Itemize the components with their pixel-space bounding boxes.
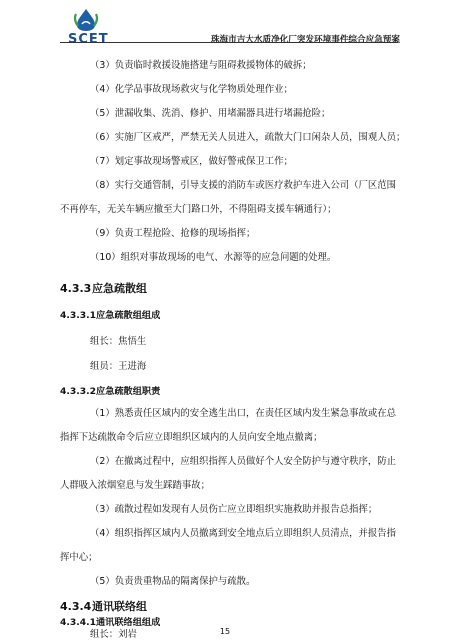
section-number: 4.3.3.2 xyxy=(60,386,97,397)
list-item: （4）组织指挥区域内人员撤离到安全地点后立即组织人员清点，并报告指 xyxy=(90,528,396,539)
list-item: （5）泄漏收集、洗消、修护、用堵漏器具进行堵漏抢险； xyxy=(90,108,331,119)
team-member: 组员：王进海 xyxy=(90,361,147,372)
page-number: 15 xyxy=(219,627,231,636)
list-item-continuation: 人群吸入浓烟窒息与发生踩踏事故； xyxy=(60,480,211,491)
list-item: （10）组织对事故现场的电气、水源等的应急问题的处理。 xyxy=(90,252,337,263)
section-number: 4.3.3 xyxy=(60,282,92,295)
team-leader: 组长：刘岩 xyxy=(90,629,137,640)
list-item: （2）在撤离过程中，应组织指挥人员做好个人安全防护与遵守秩序，防止 xyxy=(90,456,396,467)
section-title: 通讯联络组 xyxy=(92,600,147,613)
header-divider xyxy=(60,42,398,43)
list-item: （3）疏散过程如发现有人员伤亡应立即组织实施救助并报告总指挥； xyxy=(90,504,378,515)
section-title: 应急疏散组 xyxy=(92,282,147,295)
section-title: 应急疏散组组成 xyxy=(96,310,161,321)
section-heading-4-3-3 xyxy=(60,280,147,296)
logo-text: SCET xyxy=(68,32,109,47)
list-item: （9）负责工程抢险、抢修的现场指挥； xyxy=(90,228,256,239)
list-item: （1）熟悉责任区域内的安全逃生出口，在责任区域内发生紧急事故或在总 xyxy=(90,408,396,419)
section-title: 通讯联络组组成 xyxy=(96,617,161,628)
list-item-continuation: 指挥下达疏散命令后应立即组织区域内的人员向安全地点撤离； xyxy=(60,432,323,443)
list-item: （7）划定事故现场警戒区，做好警戒保卫工作； xyxy=(90,156,293,167)
list-item-continuation: 不再停车，无关车辆应撤至大门路口外，不得阻碍支援车辆通行）； xyxy=(60,204,337,215)
section-number: 4.3.3.1 xyxy=(60,310,97,321)
water-drop-icon xyxy=(66,8,106,32)
list-item: （3）负责临时救援设施搭建与阻碍救援物体的破拆； xyxy=(90,60,312,71)
team-leader: 组长：焦悟生 xyxy=(90,336,147,347)
list-item: （8）实行交通管制，引导支援的消防车或医疗救护车进入公司（厂区范围 xyxy=(90,180,396,191)
section-heading-4-3-4 xyxy=(60,598,147,614)
list-item: （6）实施厂区戒严，严禁无关人员进入，疏散大门口闲杂人员，围观人员； xyxy=(90,132,406,143)
section-number: 4.3.4.1 xyxy=(60,617,97,628)
list-item: （4）化学品事故现场救灾与化学物质处理作业； xyxy=(90,84,293,95)
subsection-heading-4-3-3-2 xyxy=(60,383,160,397)
list-item-continuation: 挥中心； xyxy=(60,552,98,563)
scet-logo xyxy=(66,8,109,47)
section-number: 4.3.4 xyxy=(60,600,92,613)
subsection-heading-4-3-3-1 xyxy=(60,307,160,321)
document-title: 珠海市吉大水质净化厂突发环境事件综合应急预案 xyxy=(210,35,400,45)
section-title: 应急疏散组职责 xyxy=(96,386,161,397)
list-item: （5）负责贵重物品的隔离保护与疏散。 xyxy=(90,576,256,587)
